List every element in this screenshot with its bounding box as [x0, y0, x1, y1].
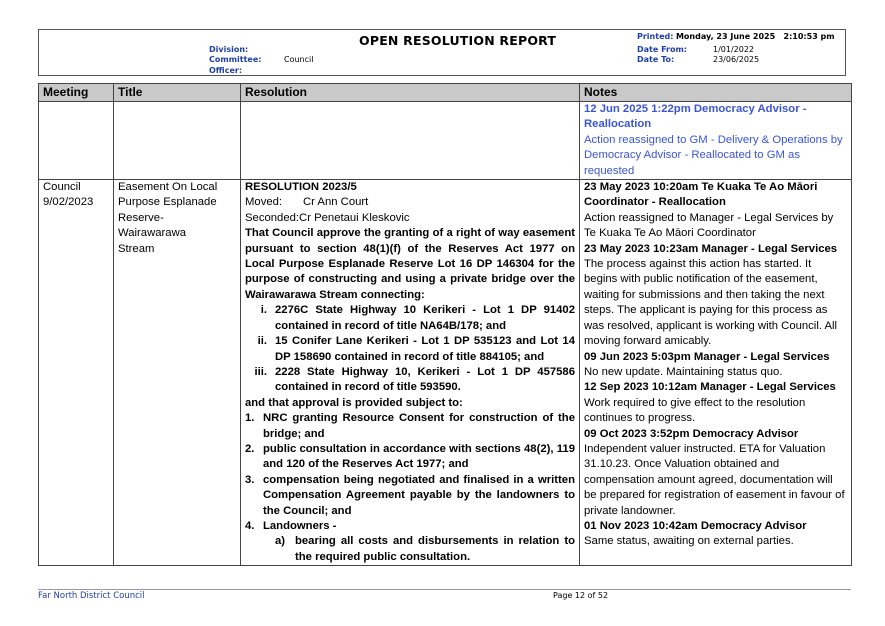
landowner-sublist: [245, 534, 575, 565]
list-marker: 4.: [245, 519, 255, 532]
title-line: Stream: [118, 242, 155, 255]
note-heading: 09 Oct 2023 3:52pm Democracy Advisor: [584, 427, 799, 440]
report-header: [38, 29, 846, 76]
meeting-cell: [39, 180, 114, 566]
division-label: Division:: [209, 45, 249, 54]
list-marker: 3.: [245, 473, 255, 486]
date-from-value: 1/01/2022: [713, 45, 755, 54]
printed-stamp: [637, 32, 835, 41]
title-cell: [114, 102, 241, 180]
date-to-value: 23/06/2025: [713, 55, 760, 65]
note-body: Action reassigned to Manager - Legal Services by Te Kuaka Te Ao Māori Coordinator: [584, 211, 834, 240]
note-body: Action reassigned to GM - Delivery & Operations by Democracy Advisor - Reallocated to GM as requested: [584, 133, 843, 177]
date-values: [713, 45, 759, 66]
note-heading: 23 May 2023 10:23am Manager - Legal Services: [584, 242, 838, 255]
title-line: Reserve-: [118, 211, 164, 224]
committee-label: Committee:: [209, 55, 262, 65]
resolution-table: [38, 83, 852, 566]
note-body: No new update. Maintaining status quo.: [584, 365, 783, 378]
condition-item: [245, 519, 575, 534]
table-row: [39, 180, 852, 566]
list-marker: a): [274, 535, 285, 548]
condition-item: [245, 473, 575, 519]
note-heading: 09 Jun 2023 5:03pm Manager - Legal Services: [584, 350, 830, 363]
property-item: [245, 334, 575, 365]
column-header-meeting: Meeting: [39, 84, 114, 102]
resolution-cell: [241, 102, 580, 180]
printed-label: Printed:: [637, 32, 674, 41]
moved-line: [245, 195, 575, 210]
title-line: Purpose Esplanade: [118, 196, 217, 209]
conditions-list: [245, 411, 575, 534]
title-line: Wairawarawa: [118, 227, 187, 240]
list-text: 2276C State Highway 10 Kerikeri - Lot 1 DP 91402 contained in record of title NA64B/178; and: [275, 304, 575, 332]
condition-item: [245, 411, 575, 442]
moved-label: Moved:: [245, 196, 283, 209]
notes-cell: [580, 102, 852, 180]
property-item: [245, 303, 575, 334]
note-heading: 23 May 2023 10:20am Te Kuaka Te Ao Māori Coordinator - Reallocation: [584, 181, 818, 209]
note-body: Same status, awaiting on external parties.: [584, 535, 794, 548]
title-line: Easement On Local: [118, 181, 218, 194]
meta-labels: [209, 45, 261, 76]
list-text: 2228 State Highway 10, Kerikeri - Lot 1 DP 457586 contained in record of title 593590.: [275, 365, 575, 394]
list-text: bearing all costs and disbursements in relation to the required public consultation.: [295, 535, 575, 563]
printed-value: Monday, 23 June 2025 2:10:53 pm: [675, 32, 835, 41]
seconded-line: [245, 211, 575, 226]
column-header-notes: Notes: [580, 84, 852, 102]
meeting-date: 9/02/2023: [43, 196, 94, 209]
footer-organisation: Far North District Council: [38, 591, 145, 601]
date-from-label: Date From:: [637, 45, 688, 54]
note-body: The process against this action has started. It begins with public notification of the easement, waiting for submissions and then taking the next steps. The applicant is paying for this process as was resolved, applicant is working with Council. All moving forward amicably.: [584, 258, 838, 348]
footer-divider: [38, 589, 851, 590]
title-cell: [114, 180, 241, 566]
column-header-title: Title: [114, 84, 241, 102]
date-labels: [637, 45, 687, 66]
moved-value: Cr Ann Court: [303, 196, 369, 209]
note-heading: Reallocation: [584, 118, 652, 131]
list-text: public consultation in accordance with sections 48(2), 119 and 120 of the Reserves Act 1977; and: [263, 442, 575, 471]
table-row: [39, 102, 852, 180]
meta-values: [284, 55, 313, 65]
column-header-resolution: Resolution: [241, 84, 580, 102]
list-marker: iii.: [254, 365, 267, 378]
note-heading: 12 Jun 2025 1:22pm Democracy Advisor -: [584, 103, 807, 115]
meeting-cell: [39, 102, 114, 180]
table-header-row: [39, 84, 852, 102]
note-heading: 12 Sep 2023 10:12am Manager - Legal Services: [584, 381, 836, 394]
seconded-value: Cr Penetaui Kleskovic: [299, 211, 410, 224]
list-text: Landowners -: [263, 519, 337, 532]
list-marker: i.: [260, 304, 267, 317]
list-text: compensation being negotiated and finalised in a written Compensation Agreement payable by the landowners to the Council; and: [263, 473, 575, 517]
seconded-label: Seconded:: [245, 211, 300, 224]
officer-label: Officer:: [209, 65, 243, 75]
report-title: OPEN RESOLUTION REPORT: [359, 33, 557, 48]
list-text: NRC granting Resource Consent for construction of the bridge; and: [263, 412, 575, 440]
page-number: Page 12 of 52: [553, 591, 609, 600]
resolution-cell: [241, 180, 580, 566]
list-marker: ii.: [257, 335, 267, 348]
meeting-name: Council: [43, 181, 81, 194]
landowner-item: [245, 534, 575, 565]
condition-item: [245, 442, 575, 473]
property-item: [245, 365, 575, 396]
list-text: 15 Conifer Lane Kerikeri - Lot 1 DP 535123 and Lot 14 DP 158690 contained in record of title 884105; and: [275, 335, 575, 363]
note-body: Independent valuer instructed. ETA for Valuation 31.10.23. Once Valuation obtained and compensation amount agreed, documentation will be prepared for registration of easement in favour of private landowner.: [584, 442, 845, 517]
date-to-label: Date To:: [637, 55, 675, 65]
subject-to-line: and that approval is provided subject to:: [245, 396, 463, 409]
property-list: [245, 303, 575, 395]
note-heading: 01 Nov 2023 10:42am Democracy Advisor: [584, 519, 807, 532]
list-marker: 2.: [245, 442, 255, 455]
committee-value: Council: [284, 55, 314, 64]
resolution-number: RESOLUTION 2023/5: [245, 181, 357, 194]
list-marker: 1.: [245, 412, 255, 425]
note-body: Work required to give effect to the resolution continues to progress.: [584, 396, 806, 425]
resolution-intro: That Council approve the granting of a right of way easement pursuant to section 48(1)(f) of the Reserves Act 1977 on Local Purpose Esplanade Reserve Lot 16 DP 146304 for the purpose of constructing and using a private bridge over the Wairawarawa Stream connecting:: [245, 227, 575, 301]
notes-cell: [580, 180, 852, 566]
